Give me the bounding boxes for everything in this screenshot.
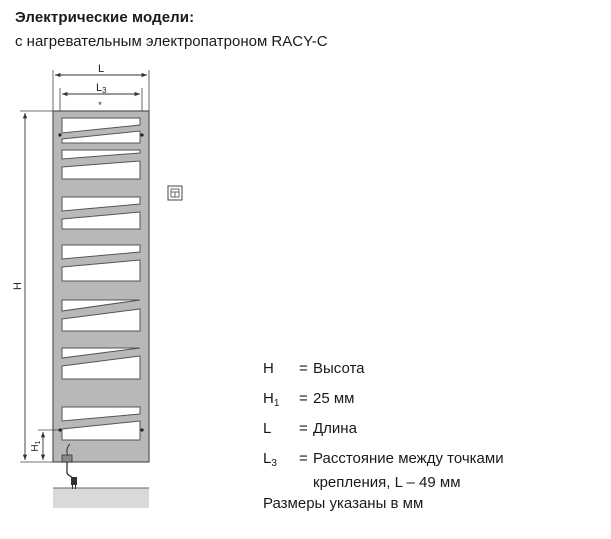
page-title: Электрические модели: (15, 9, 195, 26)
legend-symbol: H (263, 360, 274, 377)
legend-symbol: $H_1$ (263, 390, 280, 409)
legend-row-h1 (263, 386, 563, 416)
dim-l3-subscript: 3 (102, 86, 107, 95)
legend-text: Высота (313, 360, 365, 377)
legend-row-l (263, 416, 563, 446)
svg-text:H1 (30, 440, 42, 451)
dim-h-label: H (12, 282, 24, 290)
legend-equals: = (299, 390, 308, 407)
legend-equals: = (299, 420, 308, 437)
svg-text:L3 (96, 82, 107, 95)
legend-continuation: крепления, L – 49 мм (313, 474, 461, 491)
thermostat-control-icon (168, 186, 182, 200)
legend-row-h (263, 356, 563, 386)
legend-text: 25 мм (313, 390, 355, 407)
legend-equals: = (299, 360, 308, 377)
dim-l-label: L (97, 63, 105, 75)
dim-h1-subscript: 1 (35, 440, 42, 445)
legend-symbol: $L_3$ (263, 450, 277, 469)
legend-symbol: L (263, 420, 272, 437)
floor (53, 488, 149, 508)
dim-h1-label: H (30, 444, 41, 452)
legend-text: Длина (313, 420, 357, 437)
dim-star: * (98, 100, 102, 110)
legend-text: Расстояние между точками (313, 450, 504, 467)
dimension-l3 (60, 82, 142, 111)
legend (263, 356, 563, 495)
dim-l3-label: L (96, 82, 103, 94)
page-subtitle: с нагревательным электропатроном RACY-C (15, 33, 328, 50)
legend-equals: = (299, 450, 308, 467)
radiator-frame (53, 111, 149, 462)
dimension-h (12, 111, 53, 462)
units-note: Размеры указаны в мм (263, 495, 424, 512)
